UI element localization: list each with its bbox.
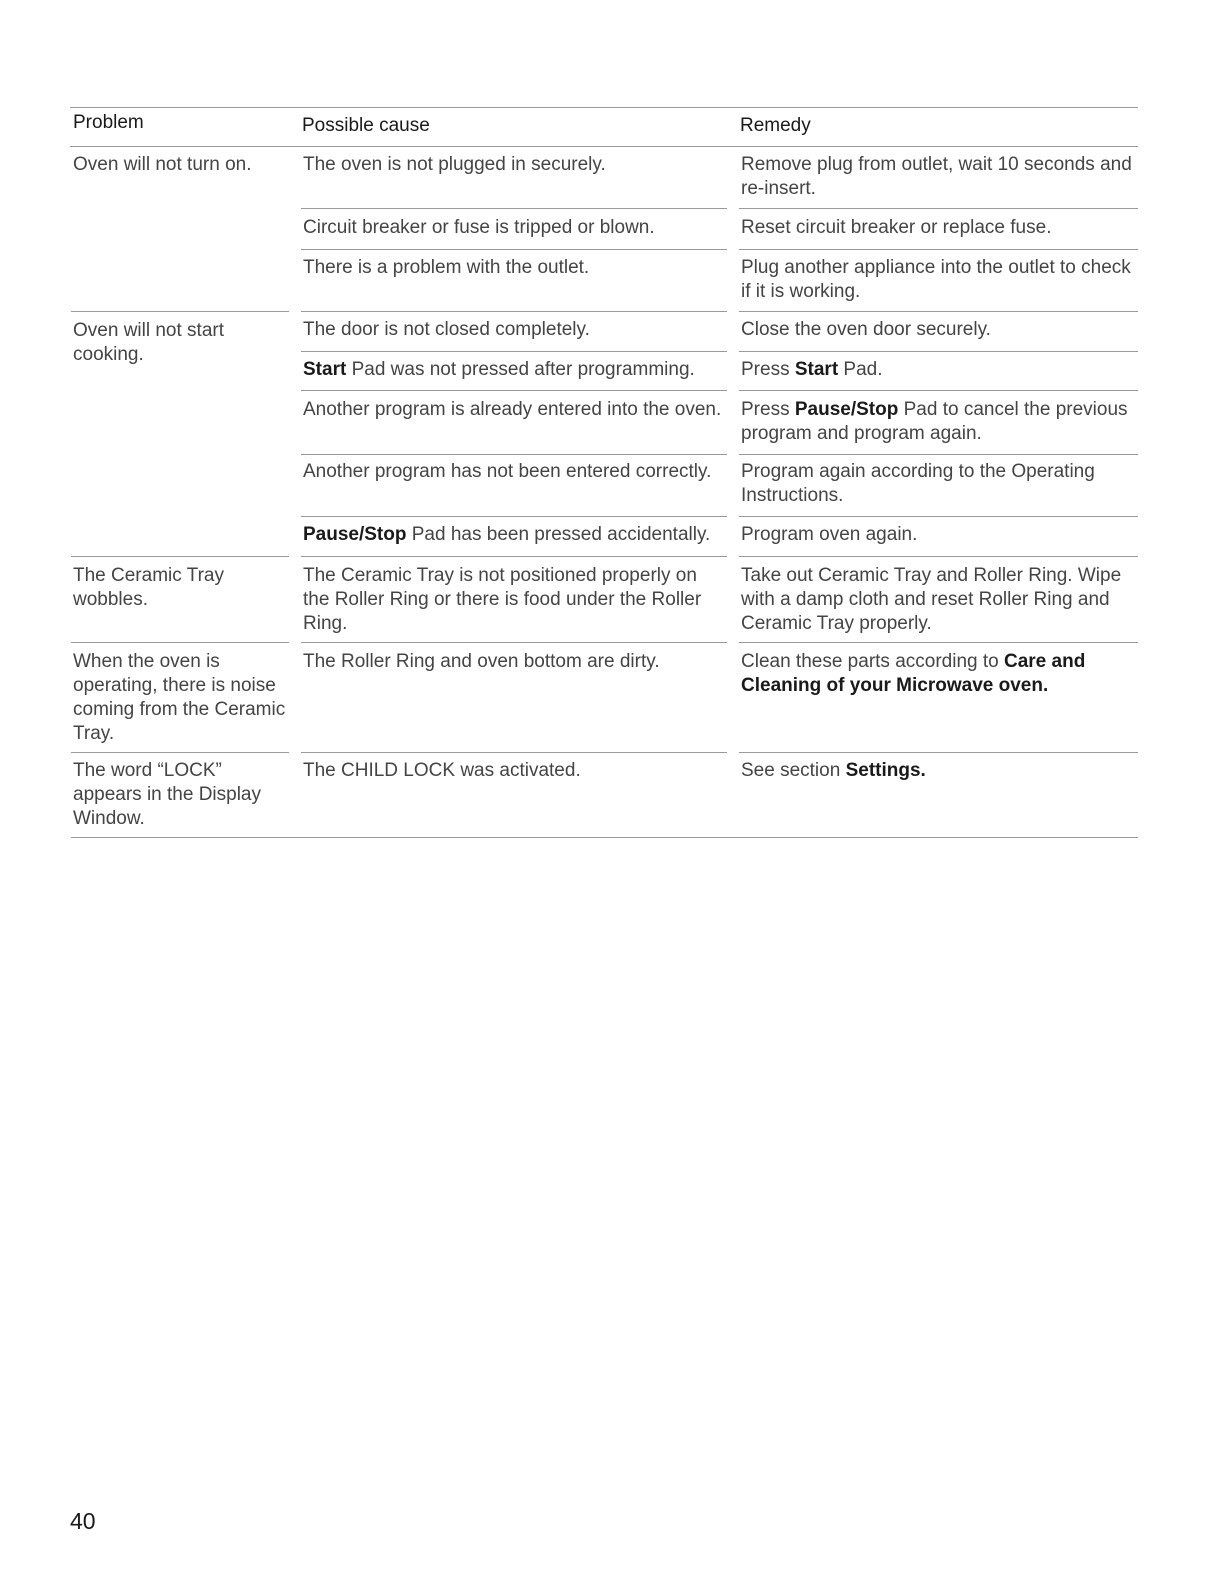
remedy-cell: See section Settings. xyxy=(741,760,926,781)
cause-cell: The door is not closed completely. xyxy=(303,319,590,340)
group-divider xyxy=(71,556,289,557)
cause-cell: Pause/Stop Pad has been pressed accidentally. xyxy=(303,524,711,545)
group-divider xyxy=(739,642,1138,643)
problem-cell: Oven will not turn on. xyxy=(73,154,252,175)
row-divider xyxy=(739,454,1138,455)
header-problem: Problem xyxy=(73,112,144,133)
cause-cell: Another program has not been entered correctly. xyxy=(303,461,712,482)
remedy-cell: Take out Ceramic Tray and Roller Ring. Wipe with a damp cloth and reset Roller Ring and Ceramic Tray properly. xyxy=(741,565,1122,634)
group-divider xyxy=(301,752,727,753)
group-divider xyxy=(71,752,289,753)
cause-cell: There is a problem with the outlet. xyxy=(303,257,590,278)
header-possible-cause: Possible cause xyxy=(302,115,430,136)
row-divider xyxy=(739,351,1138,352)
group-divider xyxy=(301,642,727,643)
group-divider xyxy=(739,556,1138,557)
cause-cell: The Roller Ring and oven bottom are dirty. xyxy=(303,651,660,672)
problem-cell: When the oven is operating, there is noise coming from the Ceramic Tray. xyxy=(73,651,286,744)
table-bottom-border xyxy=(71,837,1138,838)
row-divider xyxy=(301,454,727,455)
problem-cell: The word “LOCK” appears in the Display Window. xyxy=(73,760,261,829)
group-divider xyxy=(71,311,289,312)
cause-cell: Start Pad was not pressed after programming. xyxy=(303,359,695,380)
page-number: 40 xyxy=(70,1508,96,1534)
remedy-cell: Reset circuit breaker or replace fuse. xyxy=(741,217,1052,238)
row-divider xyxy=(739,208,1138,209)
group-divider xyxy=(739,311,1138,312)
remedy-cell: Clean these parts according to Care and Cleaning of your Microwave oven. xyxy=(741,651,1086,696)
problem-cell: Oven will not start cooking. xyxy=(73,320,224,365)
remedy-cell: Close the oven door securely. xyxy=(741,319,991,340)
remedy-cell: Program again according to the Operating Instructions. xyxy=(741,461,1095,506)
row-divider xyxy=(739,516,1138,517)
row-divider xyxy=(301,351,727,352)
row-divider xyxy=(301,516,727,517)
cause-cell: The Ceramic Tray is not positioned properly on the Roller Ring or there is food under the Roller Ring. xyxy=(303,565,702,634)
table-header xyxy=(70,107,1138,147)
problem-cell: The Ceramic Tray wobbles. xyxy=(73,565,224,610)
remedy-cell: Press Start Pad. xyxy=(741,359,883,380)
cause-cell: Another program is already entered into the oven. xyxy=(303,399,722,420)
remedy-cell: Program oven again. xyxy=(741,524,918,545)
remedy-cell: Press Pause/Stop Pad to cancel the previous program and program again. xyxy=(741,399,1128,444)
cause-cell: The oven is not plugged in securely. xyxy=(303,154,606,175)
row-divider xyxy=(301,208,727,209)
row-divider xyxy=(739,390,1138,391)
row-divider xyxy=(739,249,1138,250)
remedy-cell: Plug another appliance into the outlet to check if it is working. xyxy=(741,257,1131,302)
remedy-cell: Remove plug from outlet, wait 10 seconds and re-insert. xyxy=(741,154,1132,199)
group-divider xyxy=(301,556,727,557)
cause-cell: Circuit breaker or fuse is tripped or blown. xyxy=(303,217,655,238)
group-divider xyxy=(301,311,727,312)
row-divider xyxy=(301,249,727,250)
row-divider xyxy=(301,390,727,391)
cause-cell: The CHILD LOCK was activated. xyxy=(303,760,581,781)
header-remedy: Remedy xyxy=(740,115,811,136)
group-divider xyxy=(739,752,1138,753)
group-divider xyxy=(71,642,289,643)
